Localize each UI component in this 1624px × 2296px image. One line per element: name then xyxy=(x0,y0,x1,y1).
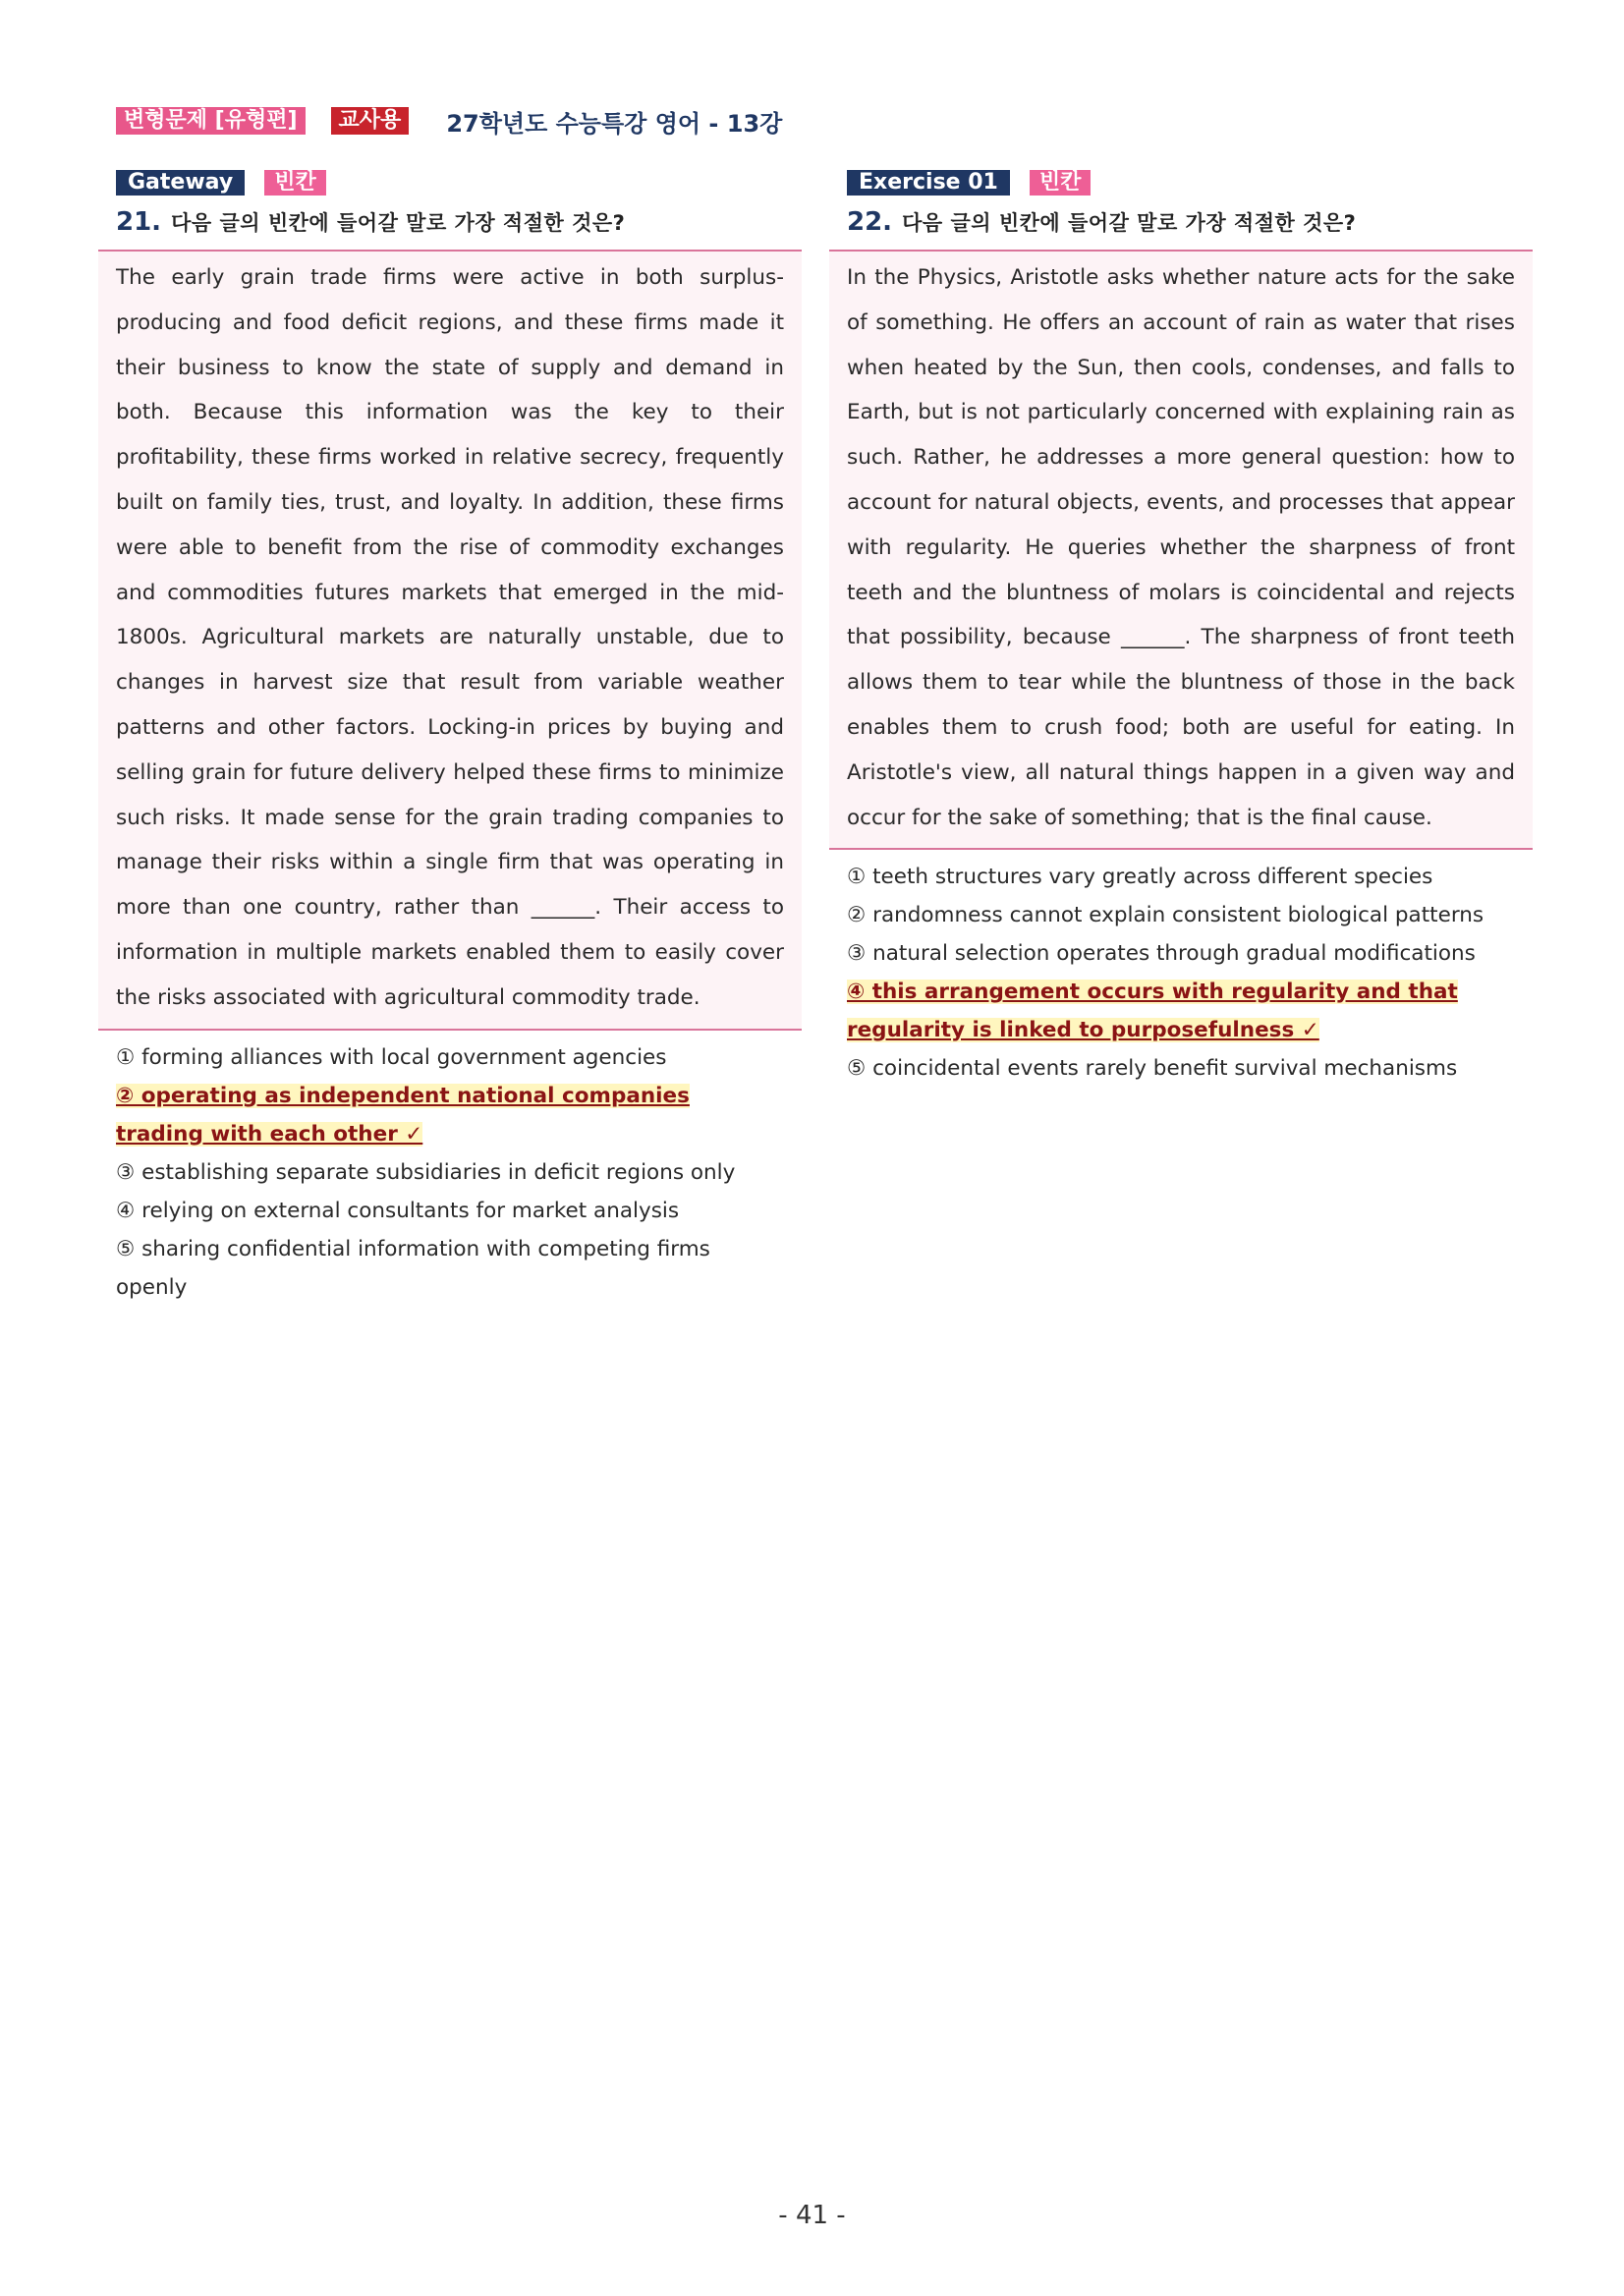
passage-box xyxy=(98,250,802,1031)
page-title: 27학년도 수능특강 영어 - 13강 xyxy=(446,109,783,138)
blank-type-label: 빈칸 xyxy=(264,170,326,196)
question-prompt xyxy=(98,202,802,242)
option-2[interactable]: ② randomness cannot explain consistent biological patterns xyxy=(847,903,1484,928)
answer-options xyxy=(98,1031,802,1307)
question-number: 21. xyxy=(116,207,162,237)
page-header xyxy=(116,104,782,138)
blank-type-label: 빈칸 xyxy=(1030,170,1092,196)
question-22-column xyxy=(829,169,1533,1088)
answer-options xyxy=(829,850,1533,1088)
correct-answer-text: ④ this arrangement occurs with regularity and that regularity is linked to purposefulness ✓ xyxy=(847,980,1458,1043)
teacher-tag: 교사용 xyxy=(331,107,410,135)
option-2-correct[interactable] xyxy=(116,1077,784,1153)
option-5[interactable]: ⑤ sharing confidential information with competing firms openly xyxy=(116,1236,710,1300)
option-1[interactable]: ① teeth structures vary greatly across different species xyxy=(847,865,1433,890)
option-3[interactable]: ③ natural selection operates through gradual modifications xyxy=(847,941,1476,967)
question-labels xyxy=(829,169,1533,196)
option-1[interactable]: ① forming alliances with local government agencies xyxy=(116,1044,667,1070)
option-4-correct[interactable] xyxy=(847,973,1515,1049)
question-prompt xyxy=(829,202,1533,242)
question-labels xyxy=(98,169,802,196)
page-number: - 41 - xyxy=(778,2201,846,2230)
gateway-label: Gateway xyxy=(116,170,245,196)
type-tag: 변형문제 [유형편] xyxy=(116,107,306,135)
passage-text: In the Physics, Aristotle asks whether nature acts for the sake of something. He offers an account of rain as water that rises when heated by the Sun, then cools, condenses, and falls to Earth, but is not particularly concerned with explaining rain as such. Rather, he addresses a more general question: how to account for natural objects, events, and processes that appear with regularity. He queries whether the sharpness of front teeth and the bluntness of molars is coincidental and rejects that possibility, because ______. The sharpness of front teeth allows them to tear while the bluntness of those in the back enables them to crush food; both are useful for eating. In Aristotle's view, all natural things happen in a given way and occur for the sake of something; that is the final cause. xyxy=(847,265,1515,830)
passage-box xyxy=(829,250,1533,850)
question-number: 22. xyxy=(847,207,893,237)
passage-text: The early grain trade firms were active in both surplus-producing and food deficit regions, and these firms made it their business to know the state of supply and demand in both. Because this information was the key to their profitability, these firms worked in relative secrecy, frequently built on family ties, trust, and loyalty. In addition, these firms were able to benefit from the rise of commodity exchanges and commodities futures markets that emerged in the mid-1800s. Agricultural markets are naturally unstable, due to changes in harvest size that result from variable weather patterns and other factors. Locking-in prices by buying and selling grain for future delivery helped these firms to minimize such risks. It made sense for the grain trading companies to manage their risks within a single firm that was operating in more than one country, rather than ______. Their access to information in multiple markets enabled them to easily cover the risks associated with agricultural commodity trade. xyxy=(116,265,784,1010)
option-5[interactable]: ⑤ coincidental events rarely benefit survival mechanisms xyxy=(847,1056,1458,1082)
option-4[interactable]: ④ relying on external consultants for market analysis xyxy=(116,1198,680,1223)
exercise-label: Exercise 01 xyxy=(847,170,1010,196)
correct-answer-text: ② operating as independent national companies trading with each other ✓ xyxy=(116,1083,690,1147)
option-3[interactable]: ③ establishing separate subsidiaries in deficit regions only xyxy=(116,1159,736,1185)
question-text: 다음 글의 빈칸에 들어갈 말로 가장 적절한 것은? xyxy=(902,211,1357,235)
question-text: 다음 글의 빈칸에 들어갈 말로 가장 적절한 것은? xyxy=(171,211,626,235)
question-21-column xyxy=(98,169,802,1307)
